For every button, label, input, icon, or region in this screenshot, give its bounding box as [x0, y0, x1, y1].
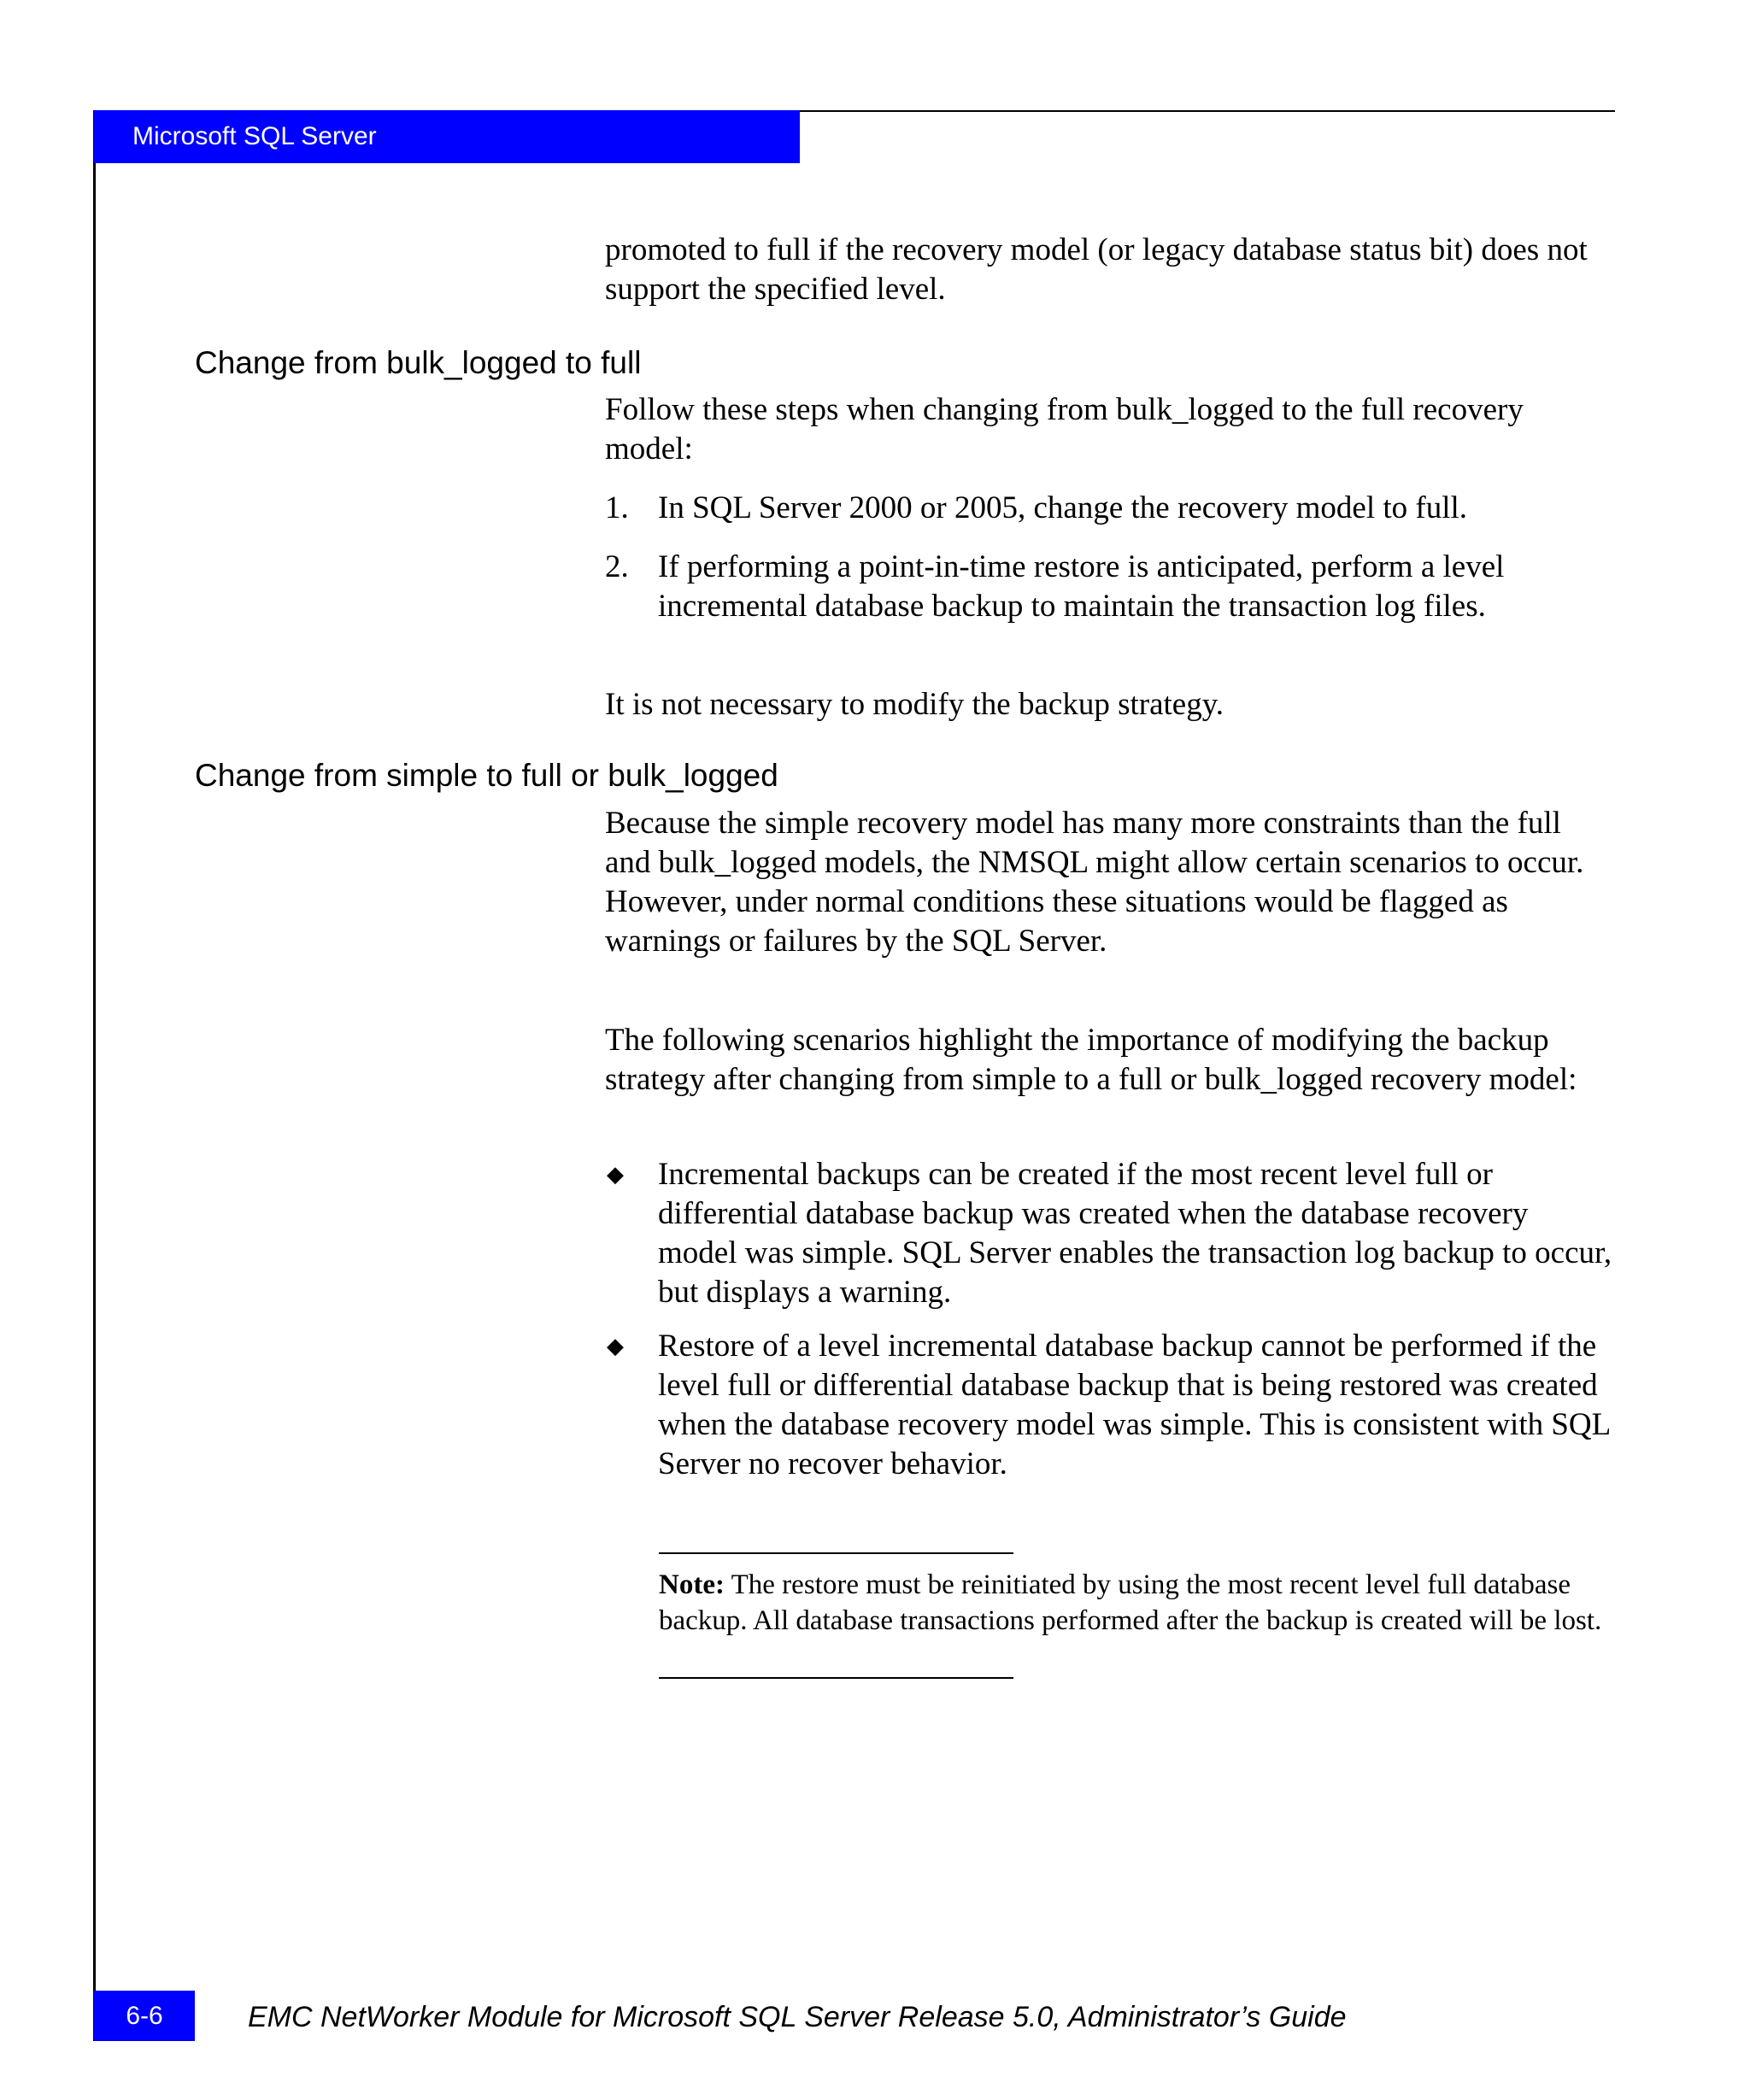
bullet-item — [605, 1155, 1613, 1312]
page-number-badge — [94, 1991, 195, 2041]
note-block — [659, 1567, 1616, 1639]
step-number: 1. — [605, 490, 629, 525]
running-header-title: Microsoft SQL Server — [132, 122, 377, 150]
section2-paragraph-2: The following scenarios highlight the importance of modifying the backup strategy after changing from simple to a full or bulk_logged recovery model: — [605, 1023, 1577, 1097]
page-number: 6-6 — [126, 2002, 163, 2030]
note-label: Note: — [659, 1569, 725, 1600]
section-heading-bulk-logged-to-full: Change from bulk_logged to full — [195, 345, 642, 380]
footer-book-title: EMC NetWorker Module for Microsoft SQL Server Release 5.0, Administrator’s Guide — [248, 2001, 1347, 2033]
bullet-item — [605, 1327, 1613, 1484]
note-top-rule — [659, 1552, 1013, 1554]
note-bottom-rule — [659, 1677, 1013, 1679]
note-text: The restore must be reinitiated by using the most recent level full database backup. All database transactions performed after the backup is created will be lost. — [659, 1569, 1602, 1636]
bullet-text: Incremental backups can be created if the most recent level full or differential database backup was created when the database recovery model was simple. SQL Server enables the transaction log backup to occur, but displays a warning. — [658, 1157, 1612, 1310]
numbered-step — [605, 548, 1613, 626]
step-text: If performing a point-in-time restore is anticipated, perform a level incremental database backup to maintain the transaction log files. — [658, 549, 1505, 624]
numbered-step — [605, 489, 1613, 528]
left-margin-rule — [93, 110, 96, 2041]
section-heading-simple-to-full: Change from simple to full or bulk_logged — [195, 758, 778, 793]
diamond-bullet-icon: ◆ — [607, 1162, 624, 1187]
diamond-bullet-icon: ◆ — [607, 1334, 624, 1358]
section1-intro-paragraph: Follow these steps when changing from bulk_logged to the full recovery model: — [605, 392, 1524, 466]
running-header — [94, 110, 800, 163]
intro-paragraph: promoted to full if the recovery model (or legacy database status bit) does not support the specified level. — [605, 232, 1588, 307]
bullet-text: Restore of a level incremental database backup cannot be performed if the level full or differential database backup that is being restored was created when the database recovery model was simple. This is consistent with SQL Server no recover behavior. — [658, 1329, 1610, 1481]
section2-paragraph-1: Because the simple recovery model has many more constraints than the full and bulk_logged models, the NMSQL might allow certain scenarios to occur. However, under normal conditions these situations would be flagged as warnings or failures by the SQL Server. — [605, 806, 1584, 959]
step-text: In SQL Server 2000 or 2005, change the recovery model to full. — [658, 490, 1468, 525]
section1-closing-paragraph: It is not necessary to modify the backup strategy. — [605, 687, 1224, 722]
step-number: 2. — [605, 549, 629, 584]
